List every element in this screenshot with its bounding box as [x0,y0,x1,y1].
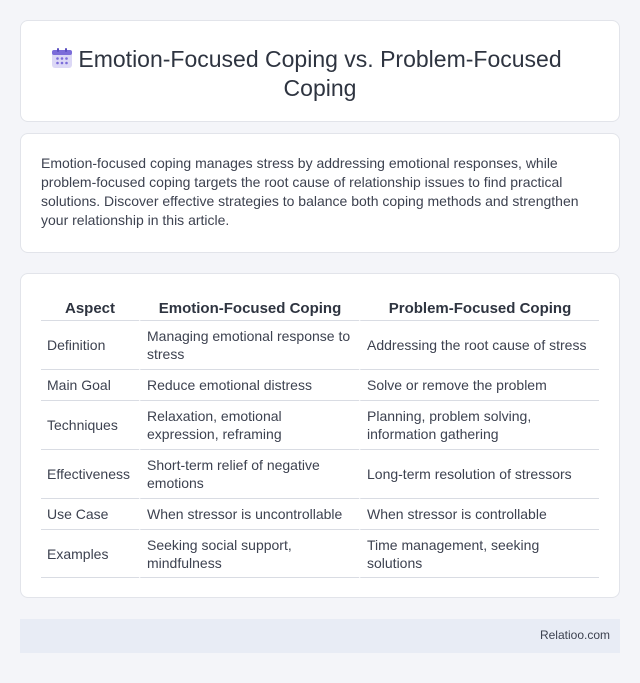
cell-problem: Solve or remove the problem [359,369,599,400]
table-header-row [41,294,599,320]
cell-emotion: Relaxation, emotional expression, reframing [139,400,359,449]
table-row [41,400,599,449]
title-card [20,20,620,122]
cell-problem: Addressing the root cause of stress [359,320,599,369]
table-row [41,529,599,578]
intro-card [20,133,620,253]
cell-aspect: Main Goal [41,369,139,400]
cell-aspect: Effectiveness [41,449,139,498]
cell-problem: When stressor is controllable [359,498,599,529]
cell-aspect: Use Case [41,498,139,529]
comparison-table [41,294,599,578]
intro-paragraph: Emotion-focused coping manages stress by addressing emotional responses, while problem-focused coping targets the root cause of relationship issues to find practical solutions. Discover effective strategies to balance both coping methods and strengthen your relationship in this article. [41,155,579,228]
header-problem-focused: Problem-Focused Coping [359,294,599,320]
cell-emotion: Short-term relief of negative emotions [139,449,359,498]
cell-aspect: Techniques [41,400,139,449]
header-aspect: Aspect [64,300,116,317]
table-row [41,369,599,400]
cell-problem: Long-term resolution of stressors [359,449,599,498]
cell-emotion: Managing emotional response to stress [139,320,359,369]
cell-aspect: Examples [41,529,139,578]
cell-problem: Planning, problem solving, information gathering [359,400,599,449]
cell-aspect: Definition [41,320,139,369]
footer-brand: Relatioo.com [539,628,610,642]
header-emotion-focused: Emotion-Focused Coping [139,294,359,320]
table-row [41,449,599,498]
cell-emotion: Reduce emotional distress [139,369,359,400]
cell-emotion: When stressor is uncontrollable [139,498,359,529]
table-card [20,273,620,598]
footer [20,619,620,653]
table-row [41,498,599,529]
page-title: Emotion-Focused Coping vs. Problem-Focused Coping [78,46,562,101]
cell-problem: Time management, seeking solutions [359,529,599,578]
cell-emotion: Seeking social support, mindfulness [139,529,359,578]
table-row [41,320,599,369]
